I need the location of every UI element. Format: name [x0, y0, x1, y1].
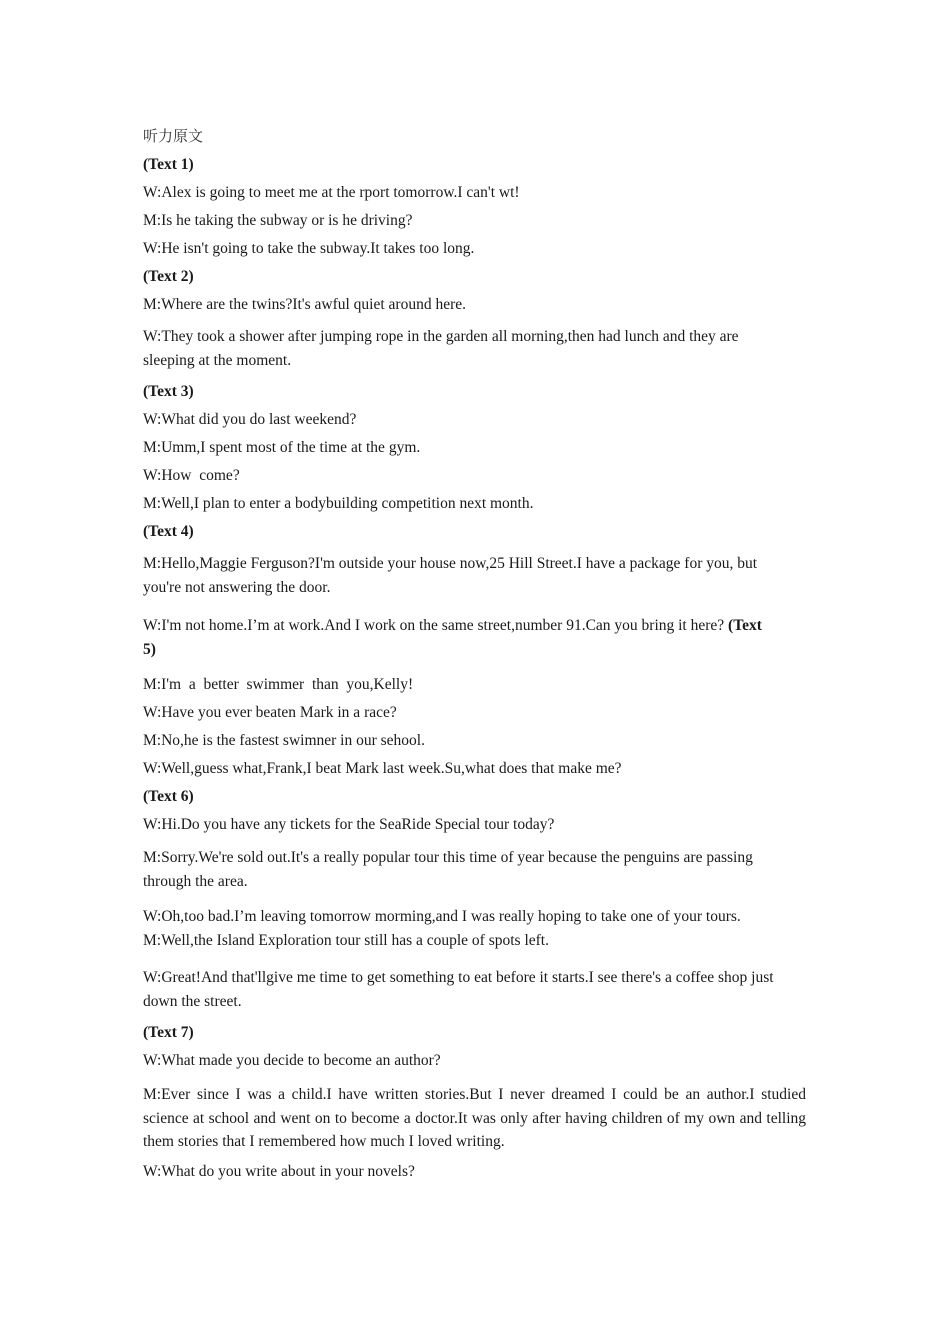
text1-line-1: W:Alex is going to meet me at the rport tomorrow.I can't wt!	[143, 184, 520, 201]
text6-heading: (Text 6)	[143, 788, 194, 805]
text5-line-3: M:No,he is the fastest swimner in our sehool.	[143, 732, 425, 749]
text4-line-2: W:I'm not home.I’m at work.And I work on the same street,number 91.Can you bring it here?	[143, 617, 725, 634]
text5-line-2: W:Have you ever beaten Mark in a race?	[143, 704, 397, 721]
text3-line-1: W:What did you do last weekend?	[143, 411, 357, 428]
text6-line-2: M:Sorry.We're sold out.It's a really popular tour this time of year because the penguins are passing through the area.	[143, 849, 753, 890]
text7-line-3: W:What do you write about in your novels?	[143, 1163, 415, 1180]
text7-line-1: W:What made you decide to become an author?	[143, 1052, 441, 1069]
text2-line-1: M:Where are the twins?It's awful quiet around here.	[143, 296, 467, 313]
text5-heading: (Text 5)	[143, 617, 762, 658]
text2-heading: (Text 2)	[143, 268, 194, 285]
text6-line-3: W:Oh,too bad.I’m leaving tomorrow morming,and I was really hoping to take one of your tours. M:Well,the Island Exploration tour still has a couple of spots left.	[143, 908, 741, 949]
text3-line-4: M:Well,I plan to enter a bodybuilding competition next month.	[143, 495, 534, 512]
text1-line-2: M:Is he taking the subway or is he driving?	[143, 212, 413, 229]
text7-line-2: M:Ever since I was a child.I have written stories.But I never dreamed I could be an author.I studied science at school and went on to become a doctor.It was only after having children of my own and telling them stories that I remembered how much I loved writing.	[143, 1086, 806, 1150]
text4-line-1: M:Hello,Maggie Ferguson?I'm outside your house now,25 Hill Street.I have a package for you, but you're not answering the door.	[143, 555, 758, 596]
text3-line-3: W:How come?	[143, 467, 240, 484]
text1-heading: (Text 1)	[143, 156, 194, 173]
text7-heading: (Text 7)	[143, 1024, 194, 1041]
text2-line-2: W:They took a shower after jumping rope in the garden all morning,then had lunch and they are sleeping at the moment.	[143, 328, 739, 369]
text5-line-4: W:Well,guess what,Frank,I beat Mark last week.Su,what does that make me?	[143, 760, 622, 777]
text6-line-4: W:Great!And that'llgive me time to get something to eat before it starts.I see there's a coffee shop just down the street.	[143, 969, 774, 1010]
document-title: 听力原文	[143, 127, 204, 145]
text6-line-1: W:Hi.Do you have any tickets for the SeaRide Special tour today?	[143, 816, 555, 833]
text1-line-3: W:He isn't going to take the subway.It takes too long.	[143, 240, 475, 257]
text4-line-2-block	[143, 614, 763, 661]
text3-line-2: M:Umm,I spent most of the time at the gym.	[143, 439, 421, 456]
text3-heading: (Text 3)	[143, 383, 194, 400]
text5-line-1: M:I'm a better swimmer than you,Kelly!	[143, 676, 414, 693]
text4-heading: (Text 4)	[143, 523, 194, 540]
